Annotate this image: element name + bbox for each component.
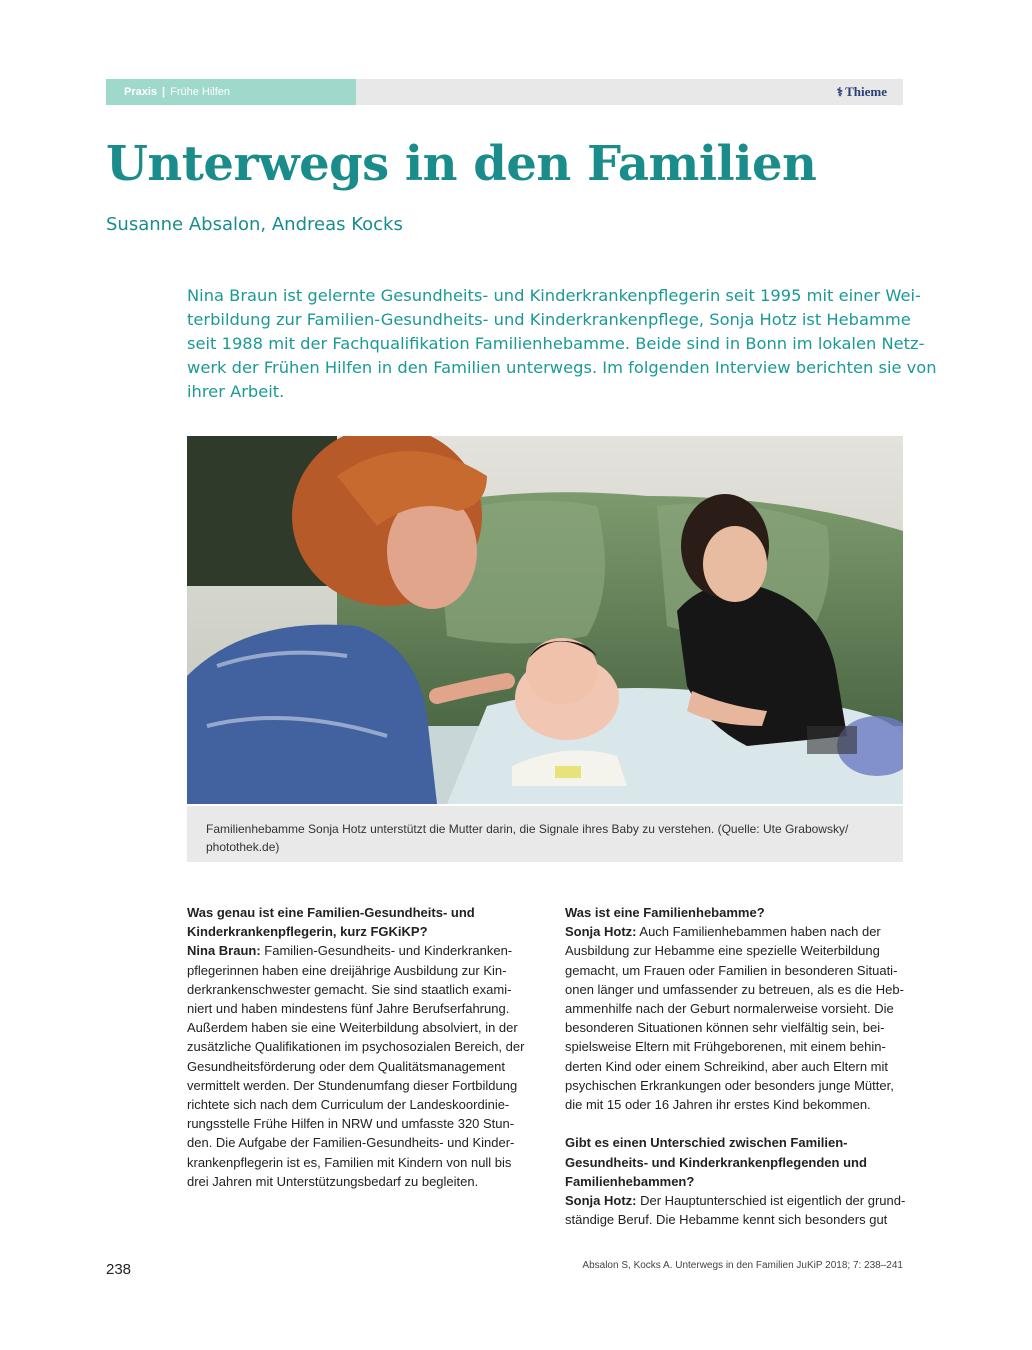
body-column-left xyxy=(187,903,527,1191)
article-title: Unterwegs in den Familien xyxy=(106,136,817,192)
question-heading: Familienhebammen? xyxy=(565,1173,695,1189)
article-authors: Susanne Absalon, Andreas Kocks xyxy=(106,214,403,235)
answer-line: Gesundheitsförderung oder dem Qualitätsmanagement xyxy=(187,1058,505,1074)
question-heading: Was genau ist eine Familien-Gesundheits- und xyxy=(187,905,475,920)
answer-line: derten Kind oder einem Schreikind, aber auch Eltern mit xyxy=(565,1058,889,1074)
section-separator: | xyxy=(162,86,166,98)
answer-first-line xyxy=(187,941,527,960)
question-heading: Gesundheits- und Kinderkrankenpflegenden und xyxy=(565,1154,867,1170)
answer-text: Der Hauptunterschied ist eigentlich der grund- xyxy=(636,1193,906,1209)
answer-line: zusätzliche Qualifikationen im psychosozialen Bereich, der xyxy=(187,1039,525,1055)
lead-line: Nina Braun ist gelernte Gesundheits- und Kinderkrankenpflegerin seit 1995 mit einer Wei- xyxy=(187,286,921,305)
speaker-name: Nina Braun: xyxy=(187,943,261,959)
caption-line: Familienhebamme Sonja Hotz unterstützt die Mutter darin, die Signale ihres Baby zu verstehen. (Quelle: Ute Grabowsky/ xyxy=(206,822,849,836)
answer-line: ammenhilfe nach der Geburt normalerweise vorsieht. Die xyxy=(565,1001,894,1017)
lead-line: ihrer Arbeit. xyxy=(187,382,285,401)
answer-first-line xyxy=(565,1191,905,1210)
answer-text: Familien-Gesundheits- und Kinderkranken- xyxy=(260,943,513,959)
answer-line: gemacht, um Frauen oder Familien in besonderen Situati- xyxy=(565,962,898,978)
publisher-name: Thieme xyxy=(845,84,887,99)
answer-line: richtete sich nach dem Curriculum der Landeskoordinie- xyxy=(187,1097,510,1113)
photo-caption xyxy=(187,806,903,862)
section-label xyxy=(106,79,356,105)
answer-line: krankenpflegerin ist es, Familien mit Kindern von null bis xyxy=(187,1154,512,1170)
lead-line: seit 1988 mit der Fachqualifikation Familienhebamme. Beide sind in Bonn im lokalen Netz- xyxy=(187,334,925,353)
thieme-icon: ⚕ xyxy=(836,85,844,99)
page-number: 238 xyxy=(106,1261,132,1278)
question-heading: Was ist eine Familienhebamme? xyxy=(565,905,765,920)
citation: Absalon S, Kocks A. Unterwegs in den Familien JuKiP 2018; 7: 238–241 xyxy=(582,1260,903,1271)
answer-line: niert und haben mindestens fünf Jahre Berufserfahrung. xyxy=(187,1001,510,1017)
body-column-right xyxy=(565,903,905,1229)
paragraph-gap xyxy=(565,1114,905,1133)
section-name: Frühe Hilfen xyxy=(170,86,231,98)
answer-line: spielsweise Eltern mit Frühgeborenen, mit einem behin- xyxy=(565,1039,886,1055)
photo-illustration xyxy=(187,436,903,804)
answer-line: vermittelt werden. Der Stundenumfang dieser Fortbildung xyxy=(187,1077,518,1093)
publisher-logo xyxy=(837,79,887,105)
answer-line: derkrankenschwester gemacht. Sie sind staatlich exami- xyxy=(187,981,512,997)
header-bar xyxy=(106,79,903,105)
section-kicker: Praxis xyxy=(124,86,158,98)
answer-line: besonderen Situationen können sehr vielfältig sein, bei- xyxy=(565,1020,885,1036)
answer-line: die mit 15 oder 16 Jahren ihr erstes Kind bekommen. xyxy=(565,1097,871,1113)
answer-line: rungsstelle Frühe Hilfen in NRW und umfasste 320 Stun- xyxy=(187,1116,515,1132)
answer-line: psychischen Erkrankungen oder besonders junge Mütter, xyxy=(565,1077,894,1093)
question-heading: Gibt es einen Unterschied zwischen Familien- xyxy=(565,1135,848,1151)
answer-line: Außerdem haben sie eine Weiterbildung absolviert, in der xyxy=(187,1020,518,1036)
question-heading: Kinderkrankenpflegerin, kurz FGKiKP? xyxy=(187,924,428,940)
answer-first-line xyxy=(565,922,905,941)
lead-line: werk der Frühen Hilfen in den Familien unterwegs. Im folgenden Interview berichten sie von xyxy=(187,358,937,377)
article-photo xyxy=(187,436,903,804)
answer-line: den. Die Aufgabe der Familien-Gesundheits- und Kinder- xyxy=(187,1135,515,1151)
answer-line: onen länger und umfassender zu betreuen, als es die Heb- xyxy=(565,981,904,997)
answer-text: Auch Familienhebammen haben nach der xyxy=(636,924,881,940)
caption-line: photothek.de) xyxy=(206,840,280,854)
answer-line: Ausbildung zur Hebamme eine spezielle Weiterbildung xyxy=(565,943,880,959)
lead-line: terbildung zur Familien-Gesundheits- und Kinderkrankenpflege, Sonja Hotz ist Hebamme xyxy=(187,310,911,329)
answer-line: ständige Beruf. Die Hebamme kennt sich besonders gut xyxy=(565,1212,888,1228)
article-lead xyxy=(187,284,937,404)
answer-line: pflegerinnen haben eine dreijährige Ausbildung zur Kin- xyxy=(187,962,507,978)
speaker-name: Sonja Hotz: xyxy=(565,1193,637,1209)
speaker-name: Sonja Hotz: xyxy=(565,924,637,940)
answer-line: drei Jahren mit Unterstützungsbedarf zu begleiten. xyxy=(187,1173,479,1189)
